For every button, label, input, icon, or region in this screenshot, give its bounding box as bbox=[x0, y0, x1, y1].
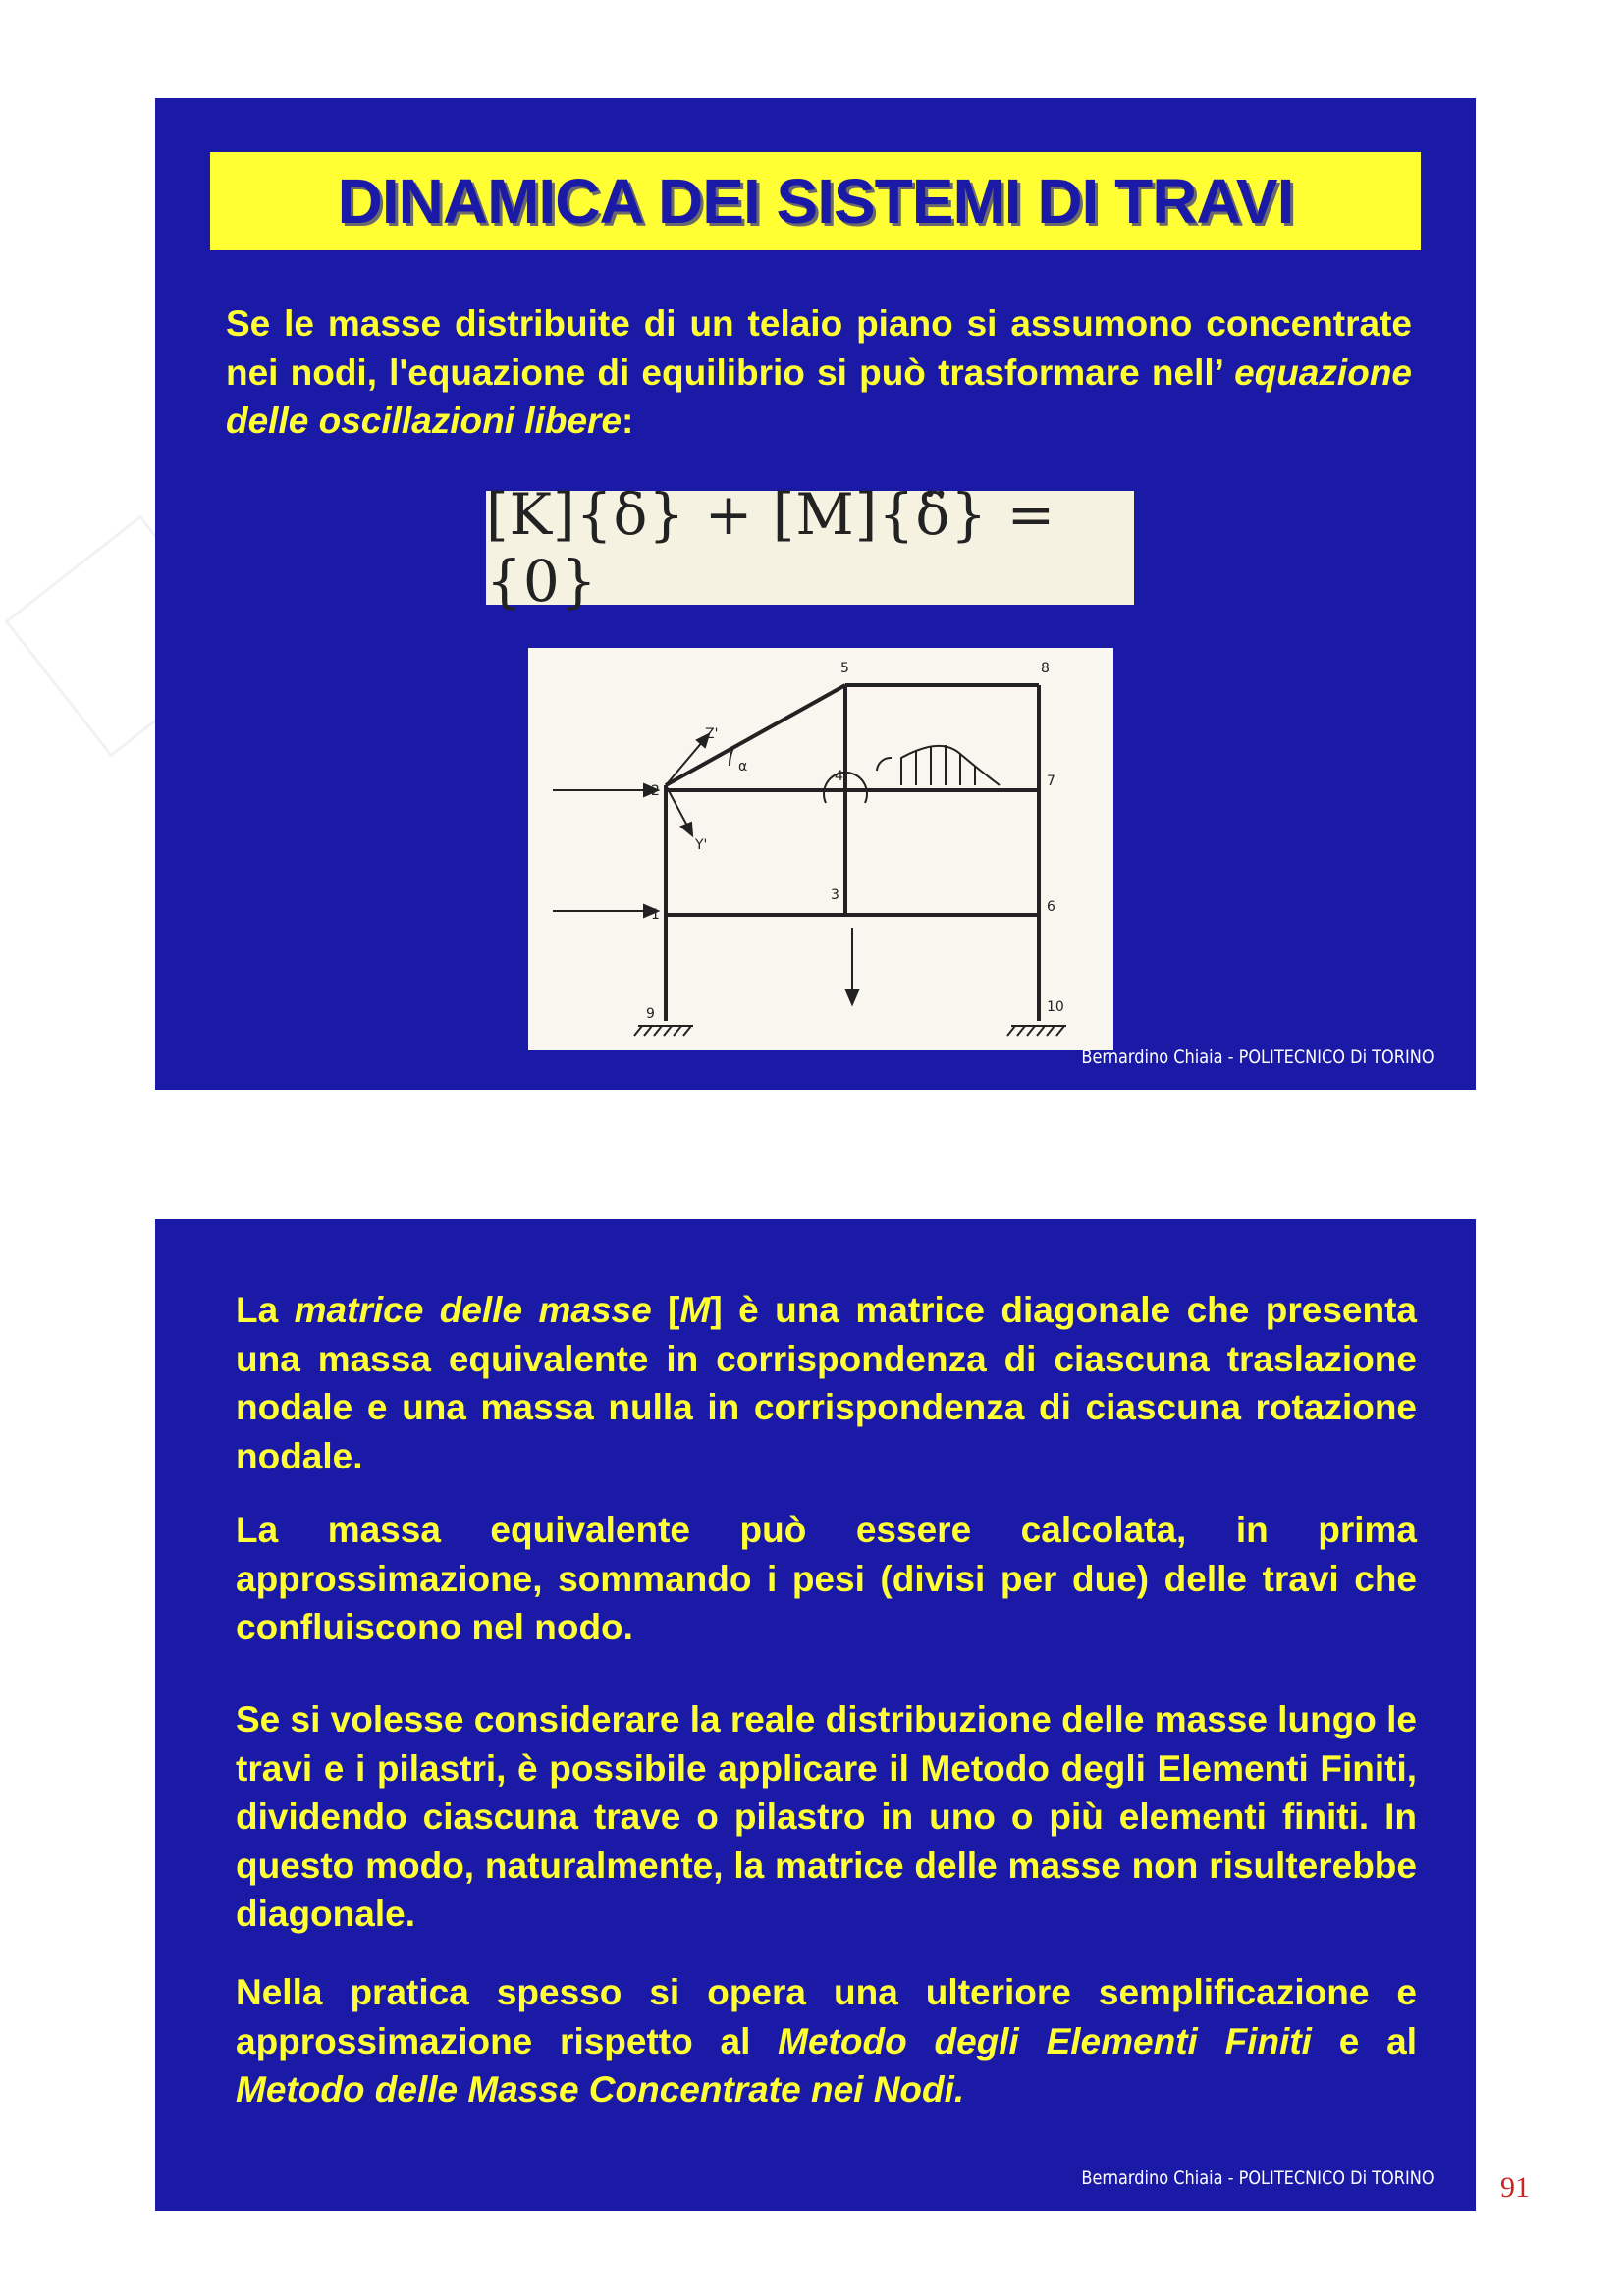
page-number: 91 bbox=[1500, 2171, 1530, 2204]
node-label: 10 bbox=[1047, 999, 1064, 1015]
node-label: 7 bbox=[1047, 774, 1055, 789]
title-banner bbox=[210, 152, 1421, 250]
node-label: 4 bbox=[835, 769, 843, 784]
node-label: 9 bbox=[646, 1006, 655, 1022]
axis-label: Z' bbox=[705, 726, 719, 742]
emphasis-free-oscillation: equazione delle oscillazioni libere bbox=[226, 351, 1412, 441]
equivalent-mass-paragraph: La massa equivalente può essere calcolata, in prima approssimazione, sommando i pesi (divisi per due) delle travi che confluiscono nel nodo. bbox=[236, 1510, 1417, 1647]
local-axis-z bbox=[666, 741, 703, 785]
intro-paragraph: Se le masse distribuite di un telaio piano si assumono concentrate nei nodi, l'equazione di equilibrio si può trasformare nell’ equazione delle oscillazioni libere: bbox=[226, 303, 1412, 441]
node-label: 8 bbox=[1041, 661, 1050, 676]
equation-box bbox=[486, 481, 1134, 614]
frame-diagram bbox=[528, 648, 1113, 1050]
inclined-beam bbox=[666, 685, 845, 785]
node-label: 5 bbox=[840, 661, 849, 676]
node-label: 2 bbox=[651, 783, 660, 799]
fem-paragraph: Se si volesse considerare la reale distribuzione delle masse lungo le travi e i pilastri, è possibile applicare il Metodo degli Elementi Finiti, dividendo ciascuna trave o pilastro in uno o più elementi finiti. In questo modo, naturalmente, la matrice delle masse non risulterebbe diagonale. bbox=[236, 1699, 1418, 1934]
node-label: 6 bbox=[1047, 899, 1055, 915]
slide-footer: Bernardino Chiaia - POLITECNICO Di TORINO bbox=[1081, 2167, 1434, 2189]
slide-1 bbox=[155, 98, 1476, 1090]
slide-title: DINAMICA DEI SISTEMI DI TRAVI bbox=[337, 166, 1294, 237]
slide-2 bbox=[155, 1219, 1476, 2211]
angle-label: α bbox=[738, 759, 748, 774]
node-label: 3 bbox=[831, 887, 839, 903]
equation: [K]{δ} + [M]{δ̈} = {0} bbox=[486, 481, 1056, 614]
mass-matrix-paragraph: La matrice delle masse [M] è una matrice diagonale che presenta una massa equivalente in corrispondenza di ciascuna traslazione nodale e una massa nulla in corrispondenza di ciascuna rotazione nodale. bbox=[236, 1290, 1418, 1476]
practice-paragraph: Nella pratica spesso si opera una ulteriore semplificazione e approssimazione rispetto al Metodo degli Elementi Finiti e al Metodo delle Masse Concentrate nei Nodi. bbox=[236, 1972, 1417, 2109]
slide-footer: Bernardino Chiaia - POLITECNICO Di TORINO bbox=[1081, 1046, 1434, 1068]
frame-figure bbox=[528, 648, 1113, 1050]
axis-label: Y' bbox=[695, 837, 708, 853]
node-label: 1 bbox=[651, 907, 660, 923]
